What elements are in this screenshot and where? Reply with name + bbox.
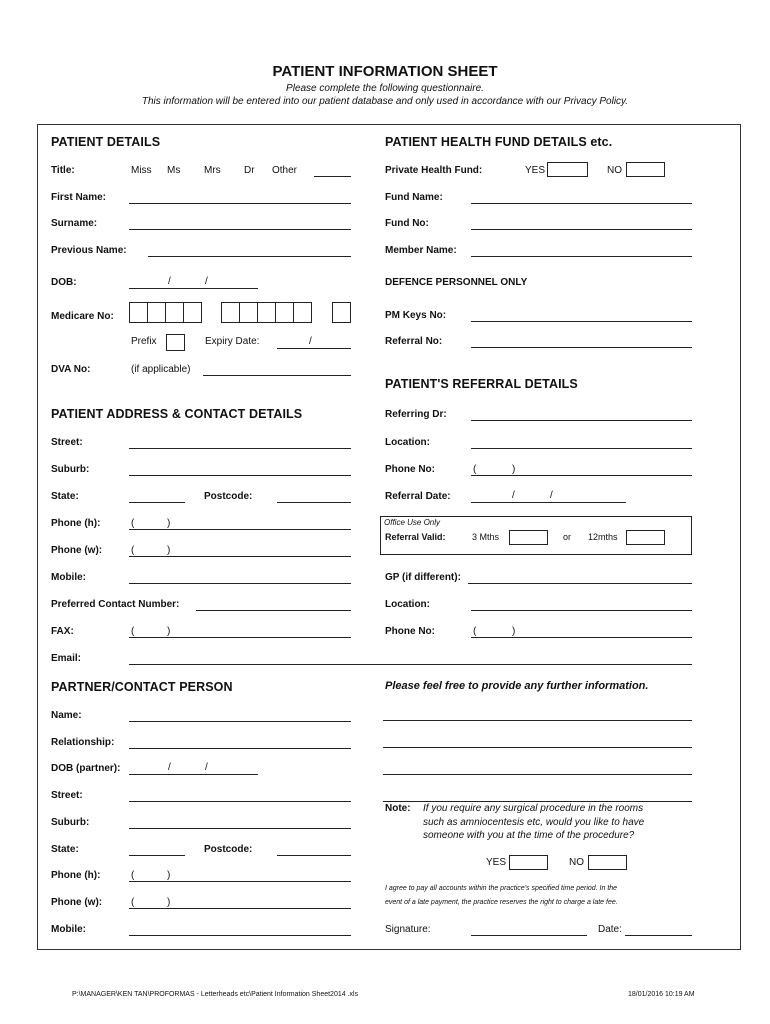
referring-dr-label: Referring Dr: bbox=[385, 409, 447, 420]
note-label: Note: bbox=[385, 803, 411, 814]
partner-mobile-label: Mobile: bbox=[51, 924, 86, 935]
partner-dob-label: DOB (partner): bbox=[51, 763, 121, 774]
paren-open: ( bbox=[131, 518, 135, 529]
referral-heading: PATIENT'S REFERRAL DETAILS bbox=[385, 377, 578, 391]
partner-dob-field[interactable] bbox=[129, 774, 258, 775]
partner-state-field[interactable] bbox=[129, 855, 185, 856]
fax-label: FAX: bbox=[51, 626, 74, 637]
location-label: Location: bbox=[385, 437, 430, 448]
dob-field[interactable] bbox=[129, 288, 258, 289]
dob-slash: / bbox=[168, 276, 171, 287]
medicare-digit-box[interactable] bbox=[332, 302, 351, 323]
referral-date-label: Referral Date: bbox=[385, 491, 451, 502]
medicare-digit-box[interactable] bbox=[165, 302, 184, 323]
page-title: PATIENT INFORMATION SHEET bbox=[272, 63, 498, 80]
or-label: or bbox=[563, 532, 572, 542]
phone-w-label: Phone (w): bbox=[51, 545, 103, 556]
paren-open: ( bbox=[131, 870, 135, 881]
medicare-digit-box[interactable] bbox=[221, 302, 240, 323]
gp-field[interactable] bbox=[468, 583, 692, 584]
gp-location-label: Location: bbox=[385, 599, 430, 610]
fund-heading: PATIENT HEALTH FUND DETAILS etc. bbox=[385, 135, 613, 149]
referral-valid-label: Referral Valid: bbox=[385, 532, 446, 542]
partner-suburb-field[interactable] bbox=[129, 828, 351, 829]
suburb-label: Suburb: bbox=[51, 464, 90, 475]
title-option-other[interactable]: Other bbox=[272, 165, 298, 176]
phone-h-label: Phone (h): bbox=[51, 518, 101, 529]
support-yes-label: YES bbox=[486, 857, 507, 868]
support-no-box[interactable] bbox=[588, 855, 627, 870]
partner-state-label: State: bbox=[51, 844, 79, 855]
email-label: Email: bbox=[51, 653, 82, 664]
member-name-label: Member Name: bbox=[385, 245, 457, 256]
postcode-label: Postcode: bbox=[204, 491, 253, 502]
gp-location-field[interactable] bbox=[471, 610, 692, 611]
signature-label: Signature: bbox=[385, 924, 431, 935]
paren-close: ) bbox=[167, 626, 171, 637]
gp-phone-label: Phone No: bbox=[385, 626, 435, 637]
first-name-label: First Name: bbox=[51, 192, 107, 203]
relationship-field[interactable] bbox=[129, 748, 351, 749]
address-heading: PATIENT ADDRESS & CONTACT DETAILS bbox=[51, 407, 303, 421]
state-field[interactable] bbox=[129, 502, 185, 503]
three-mths-label: 3 Mths bbox=[472, 532, 500, 542]
medicare-digit-box[interactable] bbox=[129, 302, 148, 323]
paren-close: ) bbox=[167, 897, 171, 908]
paren-close: ) bbox=[512, 626, 516, 637]
medicare-label: Medicare No: bbox=[51, 311, 114, 322]
dva-field[interactable] bbox=[203, 375, 351, 376]
partner-phone-h-label: Phone (h): bbox=[51, 870, 101, 881]
title-option-miss[interactable]: Miss bbox=[131, 165, 152, 176]
partner-phone-w-label: Phone (w): bbox=[51, 897, 103, 908]
fund-no-box[interactable] bbox=[626, 162, 665, 177]
partner-phone-h-field[interactable] bbox=[129, 881, 351, 882]
fund-yes-box[interactable] bbox=[547, 162, 588, 177]
three-mths-box[interactable] bbox=[509, 530, 548, 545]
medicare-digit-box[interactable] bbox=[239, 302, 258, 323]
partner-phone-w-field[interactable] bbox=[129, 908, 351, 909]
privacy-note: This information will be entered into our patient database and only used in accordance with our Privacy Policy. bbox=[141, 96, 629, 107]
first-name-field[interactable] bbox=[129, 203, 351, 204]
surname-field[interactable] bbox=[129, 229, 351, 230]
date-label: Date: bbox=[598, 924, 622, 935]
fund-no-field[interactable] bbox=[471, 229, 692, 230]
defence-heading: DEFENCE PERSONNEL ONLY bbox=[385, 277, 528, 288]
medicare-boxes-group2[interactable] bbox=[221, 302, 311, 323]
paren-close: ) bbox=[167, 545, 171, 556]
prefix-box[interactable] bbox=[166, 334, 185, 351]
date-field[interactable] bbox=[625, 935, 692, 936]
signature-field[interactable] bbox=[471, 935, 587, 936]
medicare-digit-box[interactable] bbox=[183, 302, 202, 323]
prefix-label: Prefix bbox=[131, 336, 157, 347]
dva-if-applicable: (if applicable) bbox=[131, 364, 191, 375]
further-info-line[interactable] bbox=[383, 774, 692, 775]
mobile-label: Mobile: bbox=[51, 572, 86, 583]
dob-label: DOB: bbox=[51, 277, 77, 288]
fund-name-label: Fund Name: bbox=[385, 192, 443, 203]
state-label: State: bbox=[51, 491, 79, 502]
medicare-digit-box[interactable] bbox=[257, 302, 276, 323]
referral-phone-label: Phone No: bbox=[385, 464, 435, 475]
pm-keys-field[interactable] bbox=[471, 321, 692, 322]
preferred-contact-label: Preferred Contact Number: bbox=[51, 599, 180, 610]
dob-slash: / bbox=[205, 762, 208, 773]
twelve-mths-label: 12mths bbox=[588, 532, 618, 542]
title-option-mrs[interactable]: Mrs bbox=[204, 165, 221, 176]
patient-details-heading: PATIENT DETAILS bbox=[51, 135, 161, 149]
referral-phone-field[interactable] bbox=[471, 475, 692, 476]
further-info-line[interactable] bbox=[383, 747, 692, 748]
partner-postcode-label: Postcode: bbox=[204, 844, 253, 855]
referral-date-field[interactable] bbox=[471, 502, 626, 503]
phone-h-field[interactable] bbox=[129, 529, 351, 530]
title-option-ms[interactable]: Ms bbox=[167, 165, 181, 176]
note-line-3: someone with you at the time of the procedure? bbox=[423, 830, 635, 841]
fund-name-field[interactable] bbox=[471, 203, 692, 204]
partner-street-label: Street: bbox=[51, 790, 83, 801]
title-label: Title: bbox=[51, 165, 75, 176]
agreement-line-2: event of a late payment, the practice reserves the right to charge a late fee. bbox=[385, 899, 618, 906]
footer-path: P:\MANAGER\KEN TAN\PROFORMAS - Letterheads etc\Patient Information Sheet2014 .xls bbox=[72, 991, 359, 998]
further-info-line[interactable] bbox=[383, 801, 692, 802]
fund-no-label: NO bbox=[607, 165, 622, 176]
support-yes-box[interactable] bbox=[509, 855, 548, 870]
suburb-field[interactable] bbox=[129, 475, 351, 476]
paren-open: ( bbox=[473, 464, 477, 475]
referral-no-label: Referral No: bbox=[385, 336, 443, 347]
location-field[interactable] bbox=[471, 448, 692, 449]
date-slash: / bbox=[512, 490, 515, 501]
surname-label: Surname: bbox=[51, 218, 98, 229]
paren-close: ) bbox=[512, 464, 516, 475]
gp-label: GP (if different): bbox=[385, 572, 461, 583]
paren-open: ( bbox=[131, 897, 135, 908]
support-no-label: NO bbox=[569, 857, 584, 868]
referral-no-field[interactable] bbox=[471, 347, 692, 348]
further-info-heading: Please feel free to provide any further information. bbox=[385, 680, 649, 692]
member-name-field[interactable] bbox=[471, 256, 692, 257]
paren-close: ) bbox=[167, 870, 171, 881]
partner-suburb-label: Suburb: bbox=[51, 817, 90, 828]
previous-name-label: Previous Name: bbox=[51, 245, 127, 256]
referring-dr-field[interactable] bbox=[471, 420, 692, 421]
partner-street-field[interactable] bbox=[129, 801, 351, 802]
medicare-boxes-group1[interactable] bbox=[129, 302, 201, 323]
partner-heading: PARTNER/CONTACT PERSON bbox=[51, 680, 233, 694]
footer-timestamp: 18/01/2016 10:19 AM bbox=[628, 991, 695, 998]
expiry-field[interactable] bbox=[277, 348, 351, 349]
previous-name-field[interactable] bbox=[148, 256, 351, 257]
partner-name-label: Name: bbox=[51, 710, 82, 721]
relationship-label: Relationship: bbox=[51, 737, 115, 748]
phone-w-field[interactable] bbox=[129, 556, 351, 557]
medicare-digit-box[interactable] bbox=[275, 302, 294, 323]
title-other-field[interactable] bbox=[314, 176, 351, 177]
street-field[interactable] bbox=[129, 448, 351, 449]
partner-mobile-field[interactable] bbox=[129, 935, 351, 936]
paren-open: ( bbox=[131, 626, 135, 637]
fund-yes-label: YES bbox=[525, 165, 546, 176]
paren-open: ( bbox=[131, 545, 135, 556]
medicare-digit-box[interactable] bbox=[147, 302, 166, 323]
date-slash: / bbox=[550, 490, 553, 501]
partner-name-field[interactable] bbox=[129, 721, 351, 722]
street-label: Street: bbox=[51, 437, 83, 448]
mobile-field[interactable] bbox=[129, 583, 351, 584]
medicare-boxes-group3[interactable] bbox=[332, 302, 350, 323]
further-info-line[interactable] bbox=[383, 720, 692, 721]
office-use-label: Office Use Only bbox=[384, 518, 441, 527]
gp-phone-field[interactable] bbox=[471, 637, 692, 638]
partner-postcode-field[interactable] bbox=[277, 855, 351, 856]
dob-slash: / bbox=[205, 276, 208, 287]
email-field[interactable] bbox=[129, 664, 692, 665]
title-option-dr[interactable]: Dr bbox=[244, 165, 255, 176]
fax-field[interactable] bbox=[129, 637, 351, 638]
expiry-slash: / bbox=[309, 336, 312, 347]
note-line-2: such as amniocentesis etc, would you like to have bbox=[423, 817, 645, 828]
fund-no-label: Fund No: bbox=[385, 218, 429, 229]
subtitle: Please complete the following questionnaire. bbox=[286, 83, 484, 94]
paren-close: ) bbox=[167, 518, 171, 529]
postcode-field[interactable] bbox=[277, 502, 351, 503]
dob-slash: / bbox=[168, 762, 171, 773]
private-fund-label: Private Health Fund: bbox=[385, 165, 483, 176]
pm-keys-label: PM Keys No: bbox=[385, 310, 447, 321]
twelve-mths-box[interactable] bbox=[626, 530, 665, 545]
preferred-contact-field[interactable] bbox=[196, 610, 351, 611]
paren-open: ( bbox=[473, 626, 477, 637]
dva-label: DVA No: bbox=[51, 364, 91, 375]
agreement-line-1: I agree to pay all accounts within the practice's specified time period. In the bbox=[385, 885, 618, 892]
medicare-digit-box[interactable] bbox=[293, 302, 312, 323]
note-line-1: If you require any surgical procedure in the rooms bbox=[423, 803, 644, 814]
expiry-label: Expiry Date: bbox=[205, 336, 260, 347]
